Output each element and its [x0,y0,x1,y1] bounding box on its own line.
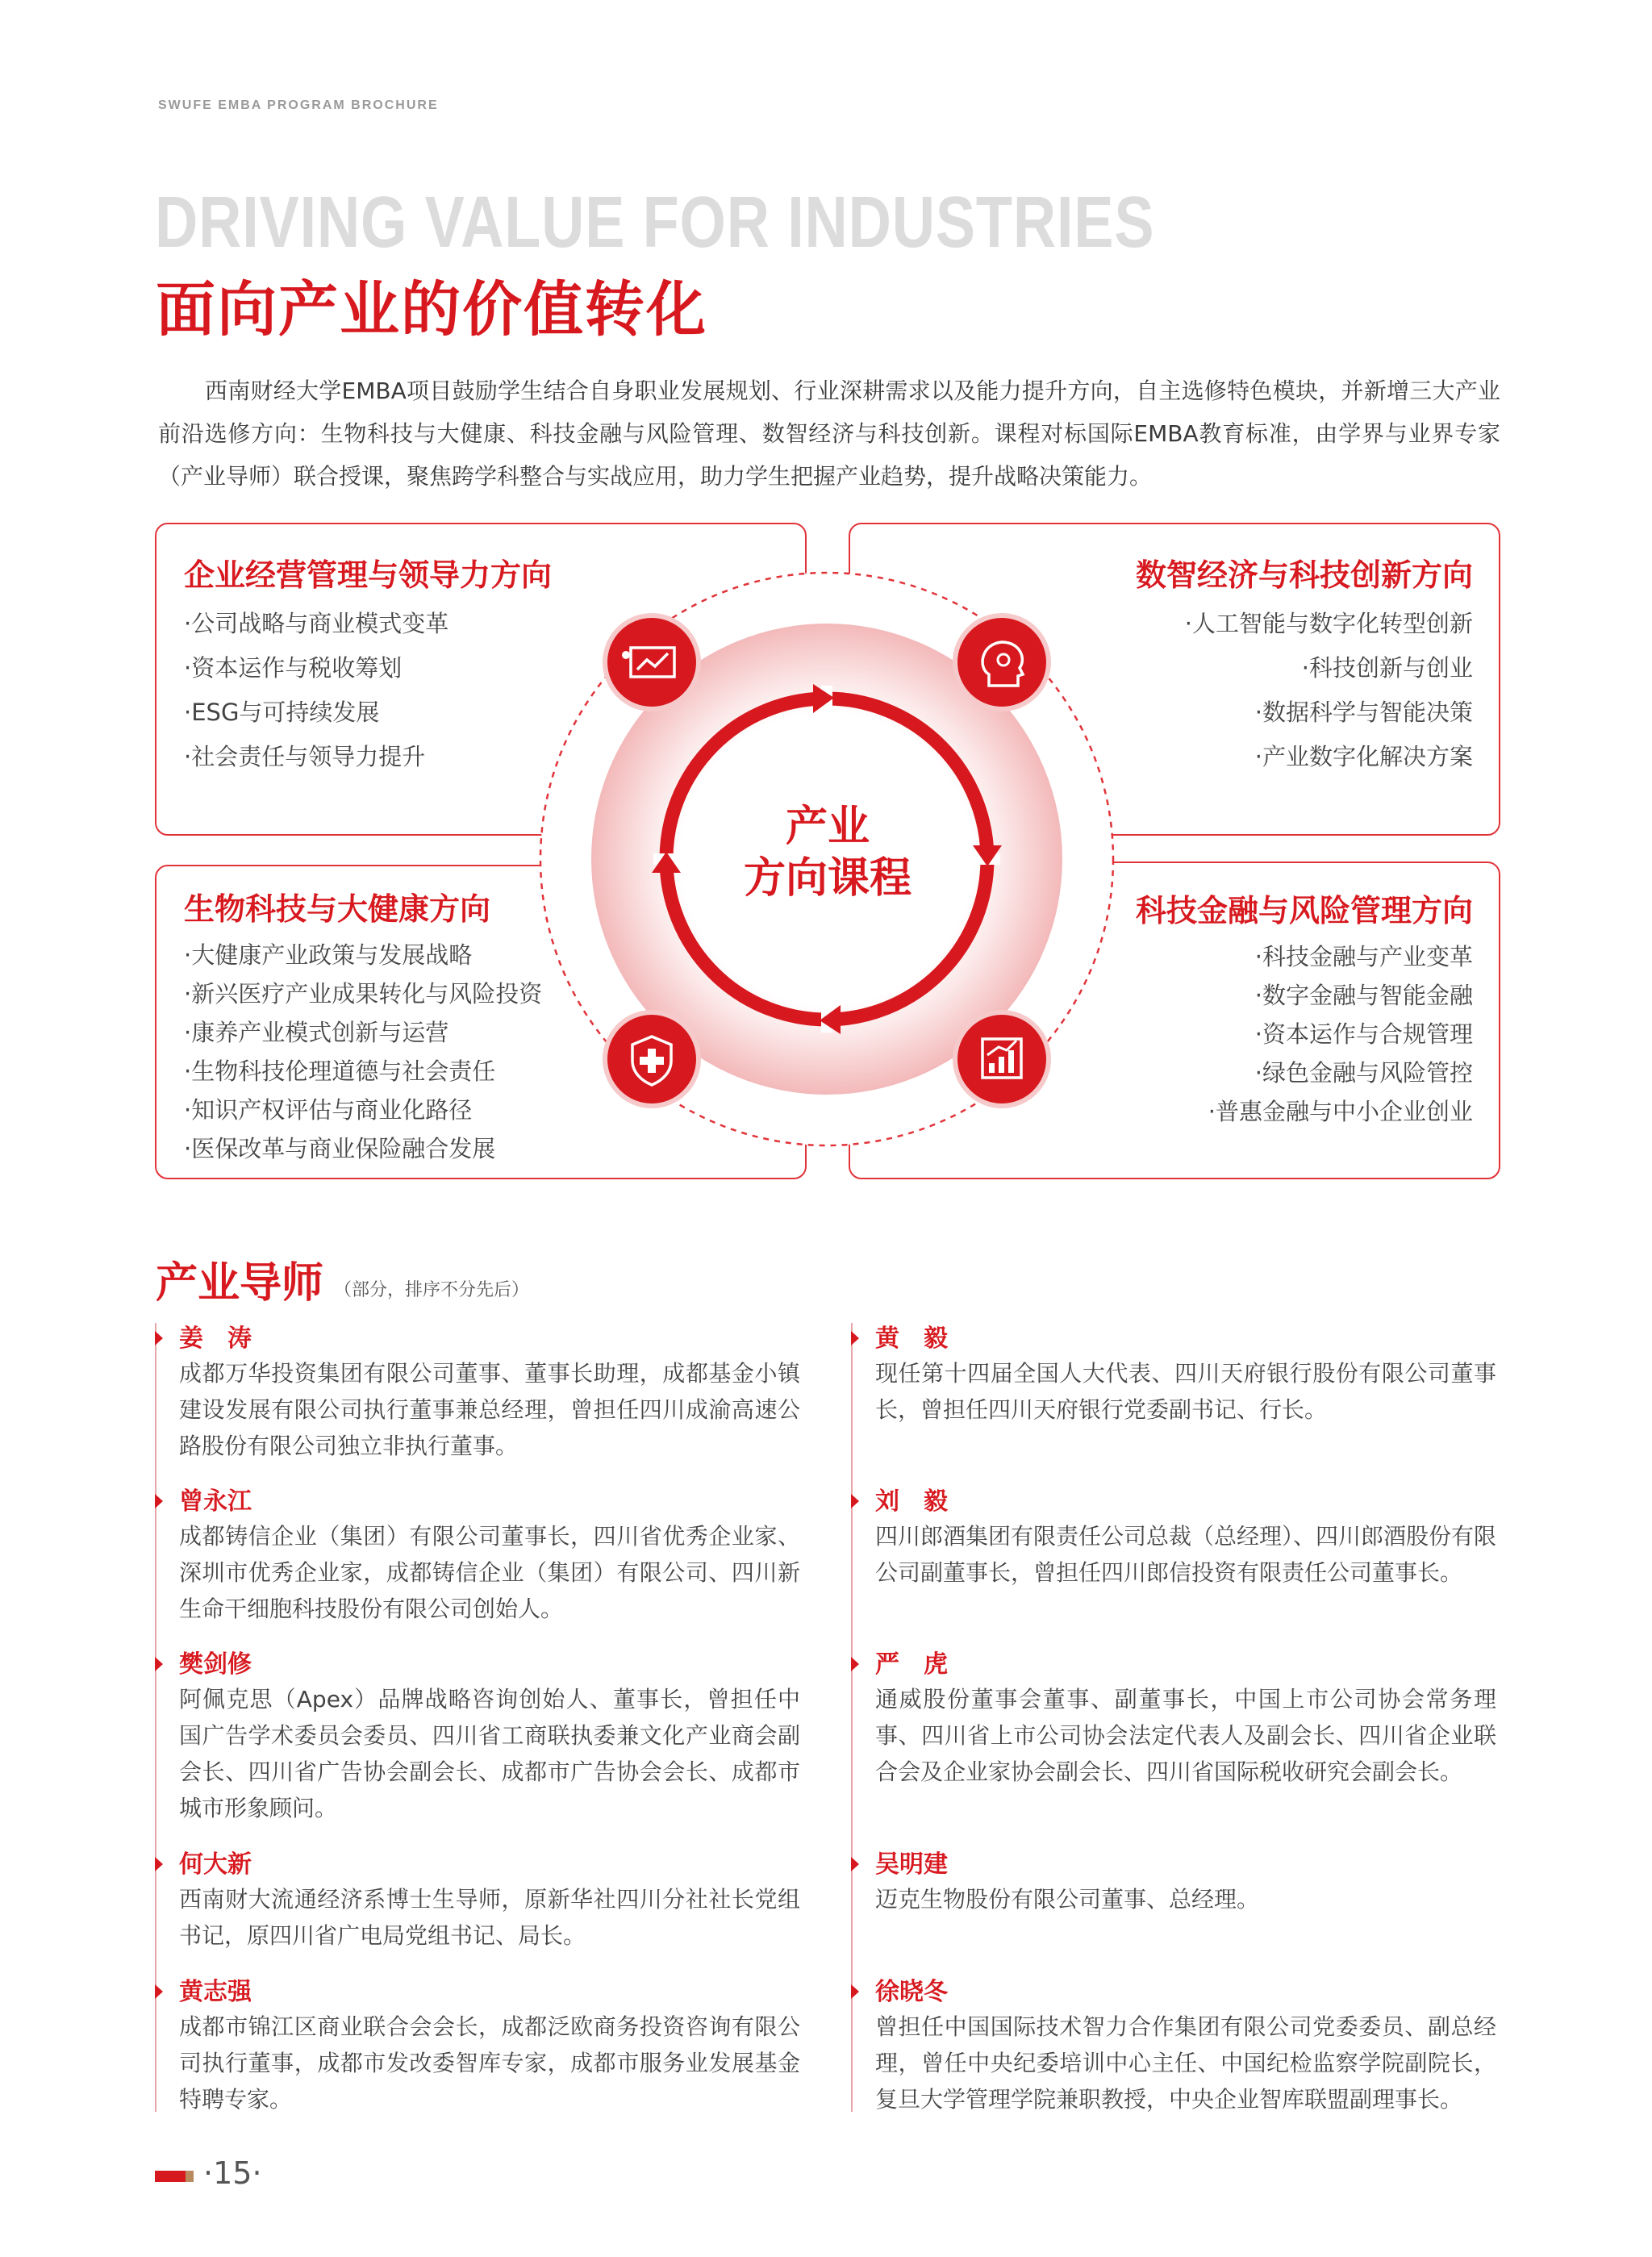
direction-list [1185,602,1473,779]
list-item: ·资本运作与合规管理 [1254,1020,1473,1048]
mentor-desc: 迈克生物股份有限公司董事、总经理。 [875,1886,1260,1913]
mentor-entry [875,1849,1496,1917]
footer-accent-bar [155,2171,186,2182]
mentor-name: 黄志强 [179,1978,252,2006]
mentor-name: 姜 涛 [179,1325,252,1353]
ai-head-icon [955,615,1049,709]
list-item: ·普惠金融与中小企业创业 [1208,1098,1473,1125]
list-item: ·康养产业模式创新与运营 [184,1019,449,1046]
list-item: ·大健康产业政策与发展战略 [184,941,473,969]
presentation-icon [605,615,699,709]
mentor-entry [875,1976,1496,2117]
list-item: ·公司战略与商业模式变革 [184,610,449,637]
list-item: ·资本运作与税收筹划 [184,654,403,682]
center-label-line2: 方向课程 [743,854,912,903]
list-item: ·产业数字化解决方案 [1254,743,1473,770]
list-item: ·新兴医疗产业成果转化与风险投资 [184,980,543,1008]
mentor-desc: 曾担任中国国际技术智力合作集团有限公司党委委员、副总经理，曾任中央纪委培训中心主任、中国纪检监察学院副院长，复旦大学管理学院兼职教授，中央企业智库联盟副理事长。 [875,2013,1496,2113]
mentor-entry [179,1849,800,1954]
mentor-entry [179,1323,800,1464]
direction-title: 科技金融与风险管理方向 [1135,893,1473,928]
mentor-name: 黄 毅 [875,1325,948,1353]
list-item: ·数据科学与智能决策 [1254,699,1473,726]
mentor-entry [875,1649,1496,1790]
list-item: ·人工智能与数字化转型创新 [1184,610,1473,637]
mentor-desc: 现任第十四届全国人大代表、四川天府银行股份有限公司董事长，曾担任四川天府银行党委副书记、行长。 [875,1360,1496,1423]
list-item: ·知识产权评估与商业化路径 [184,1096,473,1124]
list-item: ·社会责任与领导力提升 [184,743,426,770]
list-item: ·科技创新与创业 [1301,654,1473,682]
direction-title: 企业经营管理与领导力方向 [184,557,553,593]
list-item: ·生物科技伦理道德与社会责任 [184,1058,496,1085]
english-title: DRIVING VALUE FOR INDUSTRIES [155,182,1155,263]
list-item: ·ESG与可持续发展 [184,699,380,726]
mentor-desc: 四川郎酒集团有限责任公司总裁（总经理）、四川郎酒股份有限公司副董事长，曾担任四川郎信投资有限责任公司董事长。 [875,1523,1497,1586]
brochure-label: SWUFE EMBA PROGRAM BROCHURE [158,98,439,112]
mentor-entry [179,1976,800,2117]
page-number: ·15· [203,2155,262,2191]
mentors-note: （部分，排序不分先后） [334,1280,530,1300]
mentor-entry [875,1323,1496,1428]
medical-shield-icon [605,1012,699,1106]
mentor-desc: 成都市锦江区商业联合会会长，成都泛欧商务投资咨询有限公司执行董事，成都市发改委智库专家，成都市服务业发展基金特聘专家。 [179,2013,800,2113]
list-item: ·医保改革与商业保险融合发展 [184,1135,496,1162]
mentor-name: 严 虎 [875,1650,948,1679]
mentor-entry [179,1649,800,1826]
mentor-name: 徐晓冬 [875,1978,948,2006]
mentor-name: 刘 毅 [875,1487,948,1516]
page-title: 面向产业的价值转化 [156,275,707,344]
center-label-line1: 产业 [785,803,870,851]
list-item: ·科技金融与产业变革 [1254,943,1473,970]
mentor-desc: 西南财大流通经济系博士生导师，原新华社四川分社社长党组书记，原四川省广电局党组书记、局长。 [179,1886,800,1949]
direction-title: 数智经济与科技创新方向 [1135,557,1473,593]
mentor-desc: 成都铸信企业（集团）有限公司董事长，四川省优秀企业家、深圳市优秀企业家，成都铸信企业（集团）有限公司、四川新生命干细胞科技股份有限公司创始人。 [179,1523,800,1622]
direction-list [184,936,542,1168]
mentor-desc: 阿佩克思（Apex）品牌战略咨询创始人、董事长，曾担任中国广告学术委员会委员、四川省工商联执委兼文化产业商会副会长、四川省广告协会副会长、成都市广告协会会长、成都市城市形象顾问。 [179,1686,800,1821]
mentor-desc: 通威股份董事会董事、副董事长，中国上市公司协会常务理事、四川省上市公司协会法定代表人及副会长、四川省企业联合会及企业家协会副会长、四川省国际税收研究会副会长。 [875,1686,1496,1785]
footer-accent-bar-secondary [186,2171,194,2182]
mentor-entry [179,1486,800,1627]
direction-list [184,602,448,779]
mentor-entry [875,1486,1496,1591]
mentor-name: 曾永江 [179,1487,252,1516]
list-item: ·数字金融与智能金融 [1254,982,1473,1009]
mentor-name: 何大新 [179,1850,252,1879]
mentor-desc: 成都万华投资集团有限公司董事、董事长助理，成都基金小镇建设发展有限公司执行董事兼总经理，曾担任四川成渝高速公路股份有限公司独立非执行董事。 [179,1360,800,1459]
mentor-name: 吴明建 [875,1850,948,1879]
list-item: ·绿色金融与风险管控 [1254,1059,1473,1087]
growth-chart-icon [955,1012,1049,1106]
intro-paragraph: 西南财经大学EMBA项目鼓励学生结合自身职业发展规划、行业深耕需求以及能力提升方向，自主选修特色模块，并新增三大产业前沿选修方向：生物科技与大健康、科技金融与风险管理、数智经济与科技创新。课程对标国际EMBA教育标准，由学界与业界专家（产业导师）联合授课，聚焦跨学科整合与实战应用，助力学生把握产业趋势，提升战略决策能力。 [158,378,1500,490]
mentor-name: 樊剑修 [179,1650,252,1679]
direction-list [1208,937,1473,1131]
mentors-title: 产业导师 [156,1259,324,1308]
direction-title: 生物科技与大健康方向 [184,891,491,927]
